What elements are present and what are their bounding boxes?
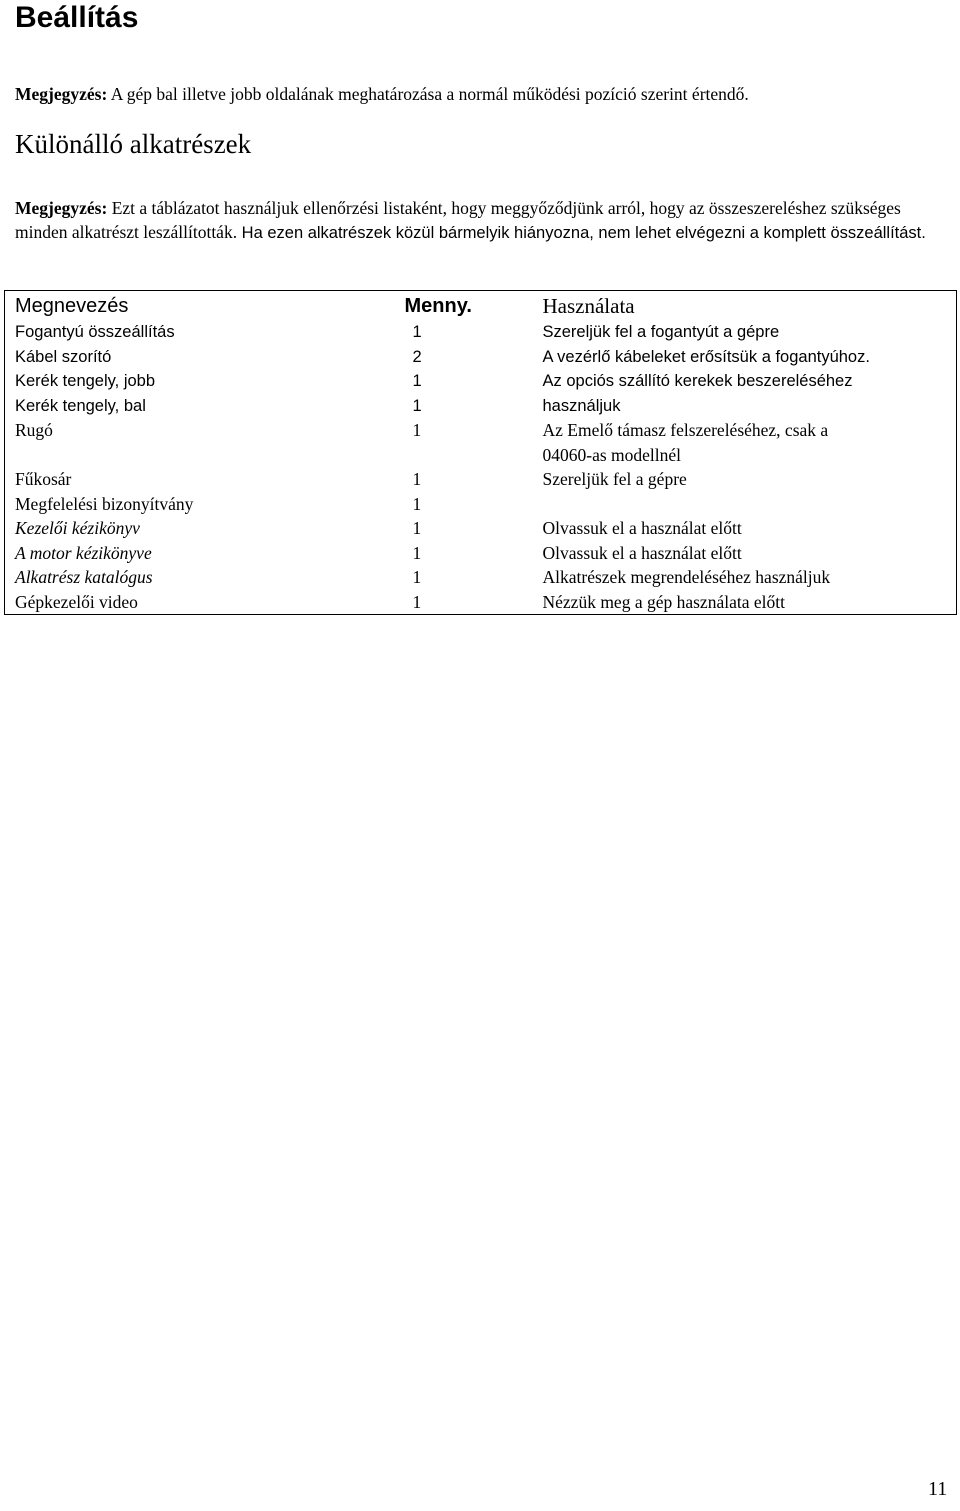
note-label: Megjegyzés: (15, 84, 108, 104)
part-use: Az Emelő támasz felszereléséhez, csak a (542, 420, 829, 440)
table-row (5, 590, 957, 615)
part-name: Kábel szorító (15, 347, 112, 366)
note-left-right (15, 83, 749, 105)
part-qty: 1 (412, 372, 422, 390)
table-row (5, 320, 957, 369)
table-row (5, 467, 957, 492)
table-row (5, 492, 957, 517)
header-name: Megnevezés (15, 295, 129, 317)
part-name: Alkatrész katalógus (15, 567, 153, 587)
part-name: Rugó (15, 420, 53, 440)
section-title: Különálló alkatrészek (15, 129, 252, 159)
part-name: Kezelői kézikönyv (15, 518, 140, 538)
parts-table (4, 290, 957, 615)
part-use: A vezérlő kábeleket erősítsük a fogantyúhoz. (542, 347, 870, 366)
part-name: Kerék tengely, jobb (15, 372, 156, 390)
part-use: 04060-as modellnél (542, 444, 682, 465)
table-row (5, 565, 957, 590)
part-qty: 1 (412, 420, 422, 440)
table-row (5, 541, 957, 566)
part-use: használjuk (542, 396, 621, 415)
header-qty: Menny. (404, 295, 472, 317)
part-qty: 1 (412, 396, 422, 415)
part-name: Fűkosár (15, 469, 72, 489)
page-number: 11 (928, 1478, 948, 1500)
table-row (5, 369, 957, 418)
header-use: Használata (542, 294, 635, 318)
note-text-a: Ezt a táblázatot használjuk ellenőrzési listaként, hogy meggyőződjünk arról, hogy az összeszereléshez szükséges minden alkatrészt leszállították. (15, 198, 901, 242)
part-qty: 1 (412, 518, 422, 538)
part-use: Szereljük fel a gépre (542, 469, 687, 489)
table-row (5, 418, 957, 467)
table-header-row (5, 291, 957, 321)
part-name: Fogantyú összeállítás (15, 323, 175, 341)
note-text-b: Ha ezen alkatrészek közül bármelyik hiányozna, nem lehet elvégezni a komplett összeállítást. (237, 224, 926, 242)
part-use: Szereljük fel a fogantyút a gépre (542, 323, 780, 341)
note-text: A gép bal illetve jobb oldalának meghatározása a normál működési pozíció szerint értendő. (107, 84, 749, 104)
part-name: Kerék tengely, bal (15, 396, 146, 415)
part-use: Olvassuk el a használat előtt (542, 542, 742, 563)
part-qty: 1 (412, 567, 422, 587)
part-name: Megfelelési bizonyítvány (15, 493, 194, 514)
part-qty: 1 (412, 542, 422, 563)
part-use: Alkatrészek megrendeléséhez használjuk (542, 567, 831, 587)
part-qty: 2 (412, 347, 422, 366)
note-checklist (15, 196, 935, 245)
part-use: Nézzük meg a gép használata előtt (542, 591, 785, 612)
part-qty: 1 (412, 493, 422, 514)
part-use: Az opciós szállító kerekek beszereléséhez (542, 372, 853, 390)
page-heading: Beállítás (15, 1, 139, 34)
part-name: A motor kézikönyve (15, 542, 152, 563)
part-name: Gépkezelői video (15, 591, 138, 612)
part-qty: 1 (412, 469, 422, 489)
note-label: Megjegyzés: (15, 198, 108, 218)
table-row (5, 516, 957, 541)
part-qty: 1 (412, 323, 422, 341)
part-qty: 1 (412, 591, 422, 612)
part-use: Olvassuk el a használat előtt (542, 518, 742, 538)
